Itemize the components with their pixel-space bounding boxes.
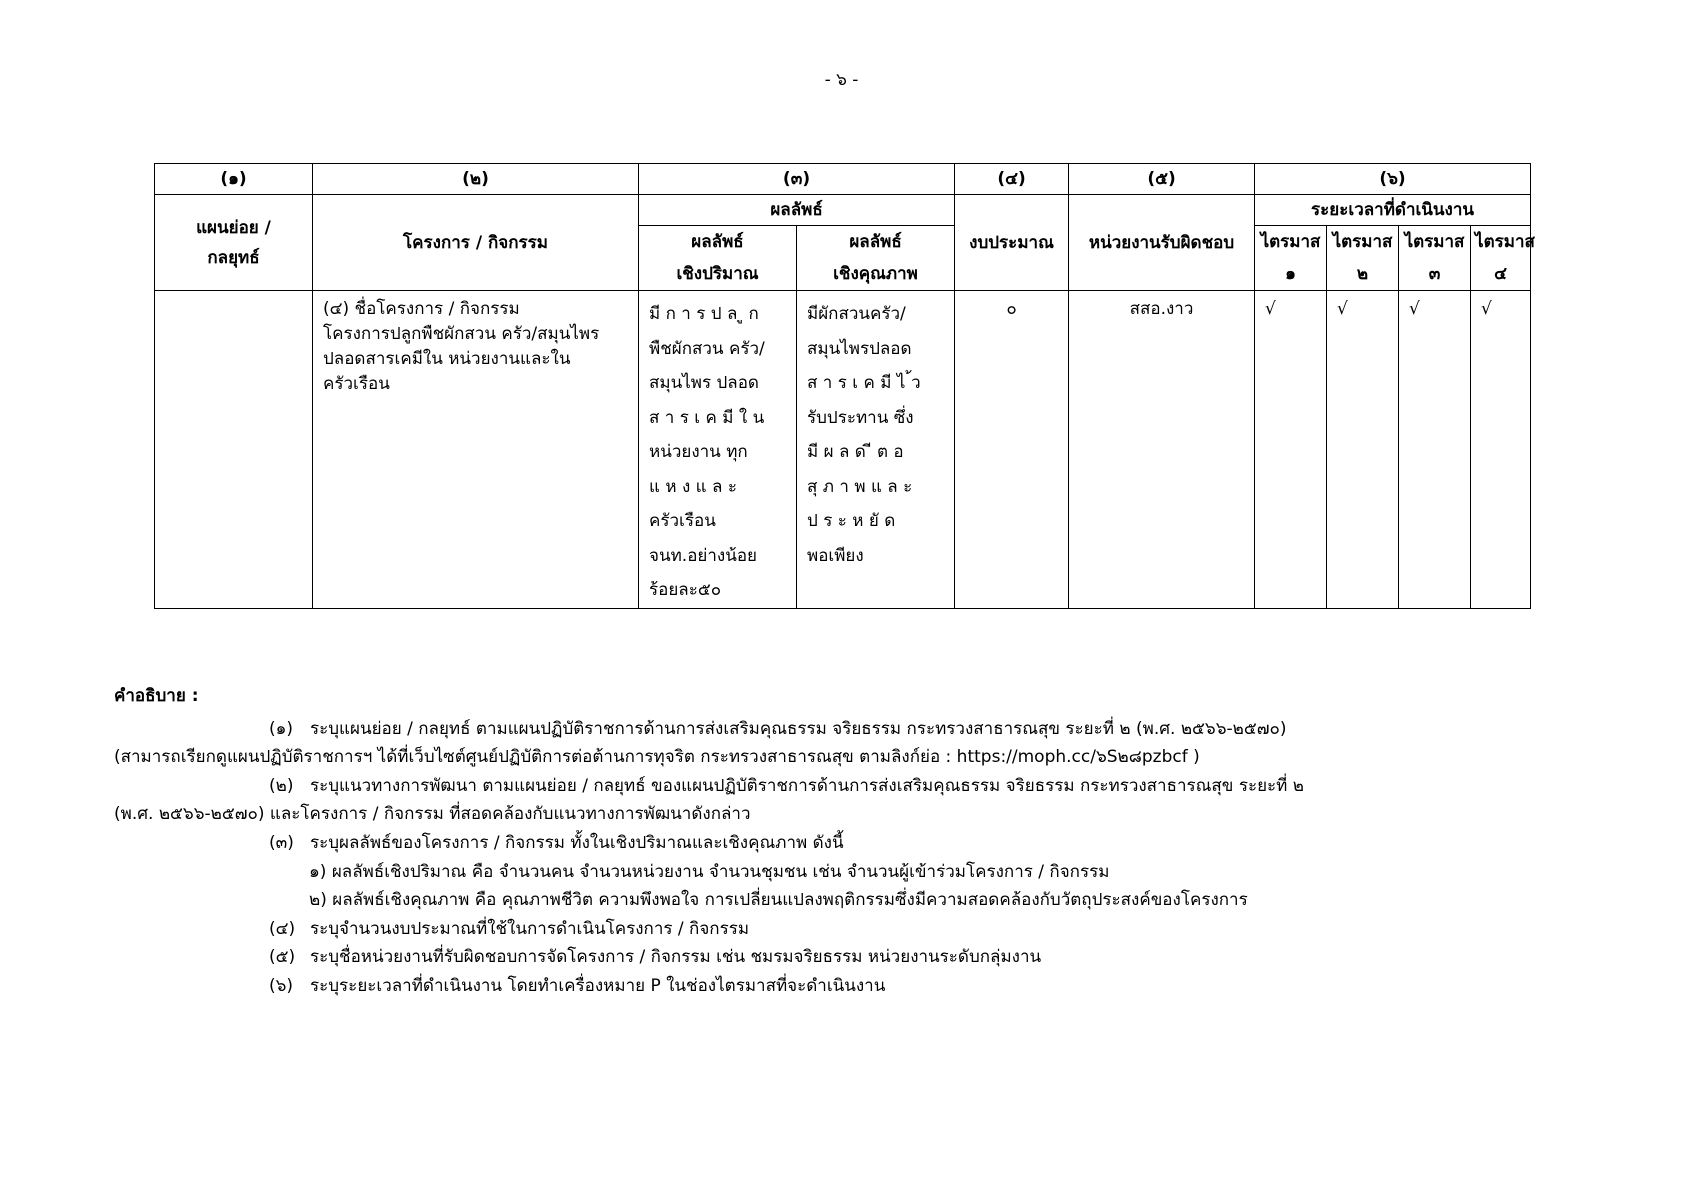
column-number-row [155,164,1531,195]
note-item-5: (๕) ระบุชื่อหน่วยงานที่รับผิดชอบการจัดโครงการ / กิจกรรม เช่น ชมรมจริยธรรม หน่วยงานระดับกลุ่มงาน [269,947,1042,968]
note-item-6: (๖) ระบุระยะเวลาที่ดำเนินงาน โดยทำเครื่องหมาย P ในช่องไตรมาสที่จะดำเนินงาน [269,975,886,996]
column-number: (๑) [155,164,313,195]
cell-plan [155,291,313,609]
note-item-1: (๑) ระบุแผนย่อย / กลยุทธ์ ตามแผนปฏิบัติราชการด้านการส่งเสริมคุณธรรม จริยธรรม กระทรวงสาธารณสุข ระยะที่ ๒ (พ.ศ. ๒๕๖๖-๒๕๗๐) [269,718,1287,739]
note-item-1-continuation: (สามารถเรียกดูแผนปฏิบัติราชการฯ ได้ที่เว็บไซต์ศูนย์ปฏิบัติการต่อต้านการทุจริต กระทรวงสาธารณสุข ตามลิงก์ย่อ : https://moph.cc/๖S๒๘pzbcf ) [114,747,1200,768]
column-number: (๕) [1069,164,1255,195]
header-quarter-4: ไตรมาส ๔ [1471,226,1531,291]
header-project: โครงการ / กิจกรรม [313,195,639,291]
header-outcome-quality: ผลลัพธ์ เชิงคุณภาพ [797,226,955,291]
cell-outcome-quantity: มี ก า ร ป ล ู ก พืชผักสวน ครัว/ สมุนไพร ปลอด ส า ร เ ค มี ใ น หน่วยงาน ทุก แ ห ง แ ล ะ ครัวเรือน จนท.อย่างน้อย ร้อยละ๕๐ [639,291,797,609]
note-item-3-sub-2: ๒) ผลลัพธ์เชิงคุณภาพ คือ คุณภาพชีวิต ความพึงพอใจ การเปลี่ยนแปลงพฤติกรรมซึ่งมีความสอดคล้องกับวัตถุประสงค์ของโครงการ [309,890,1248,911]
note-item-3: (๓) ระบุผลลัพธ์ของโครงการ / กิจกรรม ทั้งในเชิงปริมาณและเชิงคุณภาพ ดังนี้ [269,832,844,853]
cell-responsible-unit: สสอ.งาว [1069,291,1255,609]
page-number: - ๖ - [824,70,859,90]
table-row [155,291,1531,609]
header-responsible-unit: หน่วยงานรับผิดชอบ [1069,195,1255,291]
header-plan: แผนย่อย / กลยุทธ์ [155,195,313,291]
check-mark-quarter-2: √ [1327,291,1399,609]
header-quarter-2: ไตรมาส ๒ [1327,226,1399,291]
header-timeline: ระยะเวลาที่ดำเนินงาน [1255,195,1531,226]
header-outcome: ผลลัพธ์ [639,195,955,226]
project-plan-table [154,163,1535,609]
cell-budget: ๐ [955,291,1069,609]
explanation-notes [114,682,1614,1001]
header-row [155,195,1531,226]
header-quarter-1: ไตรมาส ๑ [1255,226,1327,291]
check-mark-quarter-3: √ [1399,291,1471,609]
note-item-2: (๒) ระบุแนวทางการพัฒนา ตามแผนย่อย / กลยุทธ์ ของแผนปฏิบัติราชการด้านการส่งเสริมคุณธรรม จริยธรรม กระทรวงสาธารณสุข ระยะที่ ๒ [269,775,1305,796]
cell-project: (๔) ชื่อโครงการ / กิจกรรม โครงการปลูกพืชผักสวน ครัว/สมุนไพร ปลอดสารเคมีใน หน่วยงานและใน ครัวเรือน [313,291,639,609]
check-mark-quarter-4: √ [1471,291,1531,609]
note-item-2-continuation: (พ.ศ. ๒๕๖๖-๒๕๗๐) และโครงการ / กิจกรรม ที่สอดคล้องกับแนวทางการพัฒนาดังกล่าว [114,804,751,825]
column-number: (๖) [1255,164,1531,195]
column-number: (๒) [313,164,639,195]
note-item-3-sub-1: ๑) ผลลัพธ์เชิงปริมาณ คือ จำนวนคน จำนวนหน่วยงาน จำนวนชุมชน เช่น จำนวนผู้เข้าร่วมโครงการ / กิจกรรม [309,861,1110,882]
notes-heading: คำอธิบาย : [114,686,199,706]
header-outcome-quantity: ผลลัพธ์ เชิงปริมาณ [639,226,797,291]
header-budget: งบประมาณ [955,195,1069,291]
note-item-4: (๔) ระบุจำนวนงบประมาณที่ใช้ในการดำเนินโครงการ / กิจกรรม [269,918,750,939]
header-quarter-3: ไตรมาส ๓ [1399,226,1471,291]
cell-outcome-quality: มีผักสวนครัว/ สมุนไพรปลอด ส า ร เ ค มี ไ ้ว รับประทาน ซึ่ง มี ผ ล ด ี ต อ สุ ภ า พ แ ล ะ ป ร ะ ห ยั ด พอเพียง [797,291,955,609]
check-mark-quarter-1: √ [1255,291,1327,609]
column-number: (๓) [639,164,955,195]
column-number: (๔) [955,164,1069,195]
